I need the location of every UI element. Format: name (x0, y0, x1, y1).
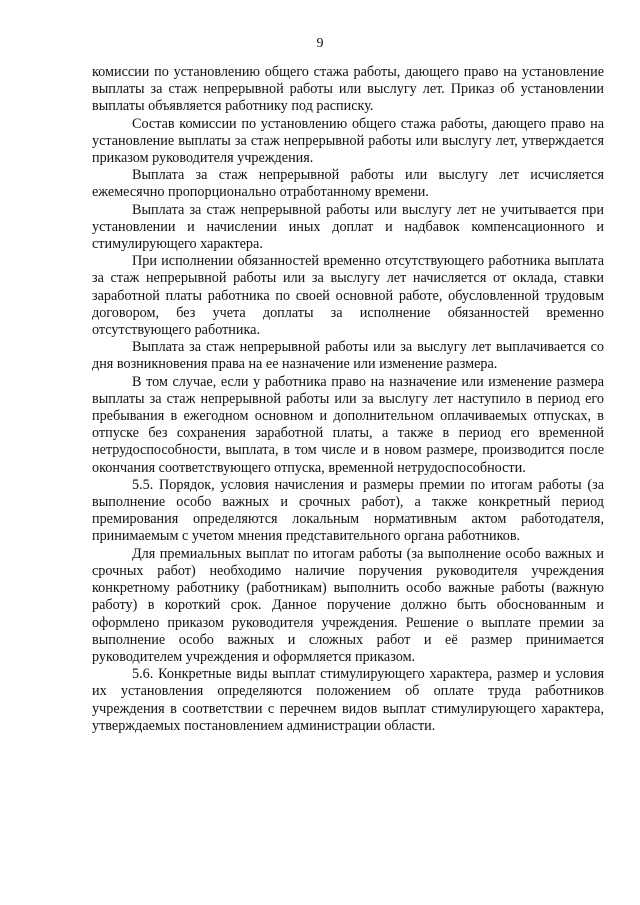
paragraph-7: В том случае, если у работника право на назначение или изменение размера выплаты за стаж непрерывной работы или за выслугу лет наступило в период его пребывания в ежегодном основном и дополнительном оплачиваемых отпусках, в отпуске без сохранения заработной платы, а также в период его временной нетрудоспособности, выплата, в том числе и в новом размере, производится после окончания соответствующего отпуска, временной нетрудоспособности. (92, 373, 604, 476)
paragraph-9: Для премиальных выплат по итогам работы (за выполнение особо важных и срочных работ) необходимо наличие поручения руководителя учреждения конкретному работнику (работникам) выполнить особо важные работы (важную работу) в короткий срок. Данное поручение должно быть обоснованным и оформлено приказом руководителя учреждения. Решение о выплате премии за выполнение особо важных и сложных работ и её размер принимается руководителем учреждения и оформляется приказом. (92, 545, 604, 665)
paragraph-4: Выплата за стаж непрерывной работы или выслугу лет не учитывается при установлении и начислении иных доплат и надбавок компенсационного и стимулирующего характера. (92, 201, 604, 253)
paragraph-6: Выплата за стаж непрерывной работы или за выслугу лет выплачивается со дня возникновения права на ее назначение или изменение размера. (92, 339, 604, 373)
page-number: 9 (316, 36, 324, 51)
paragraph-10: 5.6. Конкретные виды выплат стимулирующего характера, размер и условия их установления определяются положением об оплате труда работников учреждения в соответствии с перечнем видов выплат стимулирующего характера, утверждаемых постановлением администрации области. (92, 666, 604, 734)
document-body (92, 64, 604, 735)
paragraph-5: При исполнении обязанностей временно отсутствующего работника выплата за стаж непрерывной работы или за выслугу лет начисляется от оклада, ставки заработной платы работника по своей основной работе, обусловленной трудовым договором, без учета доплаты за исполнение обязанностей временно отсутствующего работника. (92, 253, 604, 339)
paragraph-2: Состав комиссии по установлению общего стажа работы, дающего право на установление выплаты за стаж непрерывной работы или выслугу лет, утверждается приказом руководителя учреждения. (92, 115, 604, 167)
paragraph-3: Выплата за стаж непрерывной работы или выслугу лет исчисляется ежемесячно пропорционально отработанному времени. (92, 167, 604, 201)
paragraph-1: комиссии по установлению общего стажа работы, дающего право на установление выплаты за стаж непрерывной работы или выслугу лет. Приказ об установлении выплаты объявляется работнику под расписку. (92, 64, 604, 115)
paragraph-8: 5.5. Порядок, условия начисления и размеры премии по итогам работы (за выполнение особо важных и срочных работ), а также конкретный период премирования определяются локальным нормативным актом работодателя, принимаемым с учетом мнения представительного органа работников. (92, 476, 604, 545)
